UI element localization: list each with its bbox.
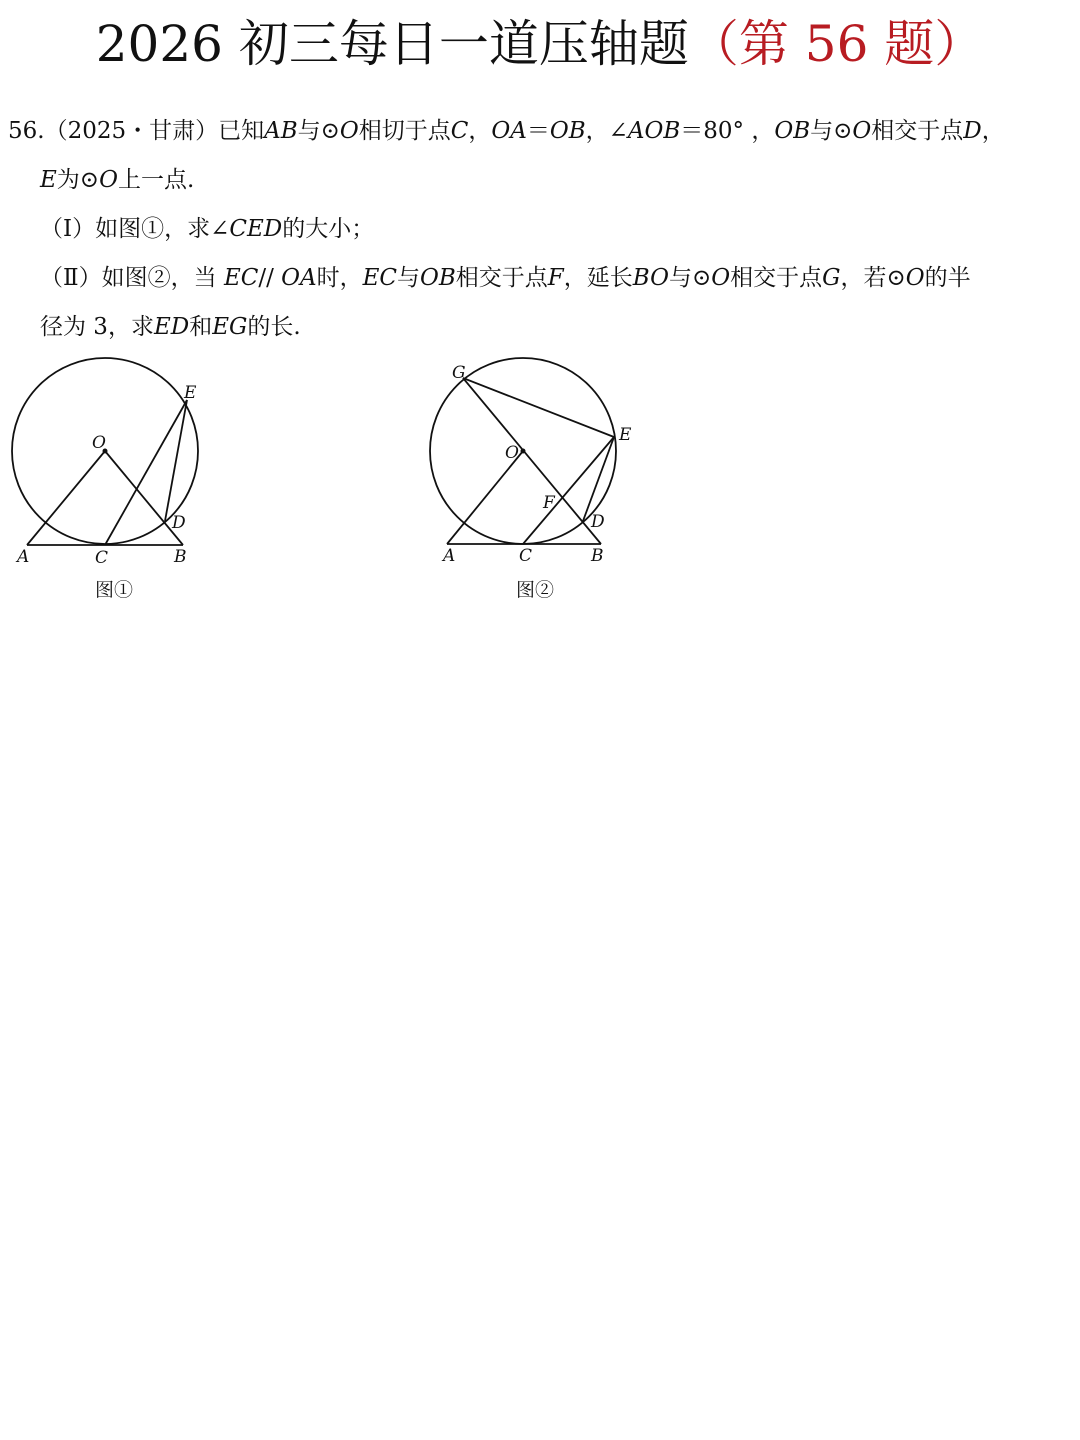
math-var: O xyxy=(905,265,925,291)
math-var: OB xyxy=(549,118,586,144)
text: 相交于点 xyxy=(871,118,964,144)
label-e: E xyxy=(619,425,632,445)
text: ， xyxy=(468,118,492,144)
problem-part-2-line-2 xyxy=(40,312,301,342)
text: 相切于点 xyxy=(358,118,451,144)
label-b: B xyxy=(174,547,187,567)
text: ， xyxy=(981,118,1005,144)
math-var: AOB xyxy=(627,118,681,144)
text: ，∠ xyxy=(585,118,628,144)
label-g: G xyxy=(452,363,466,383)
text: 与 xyxy=(397,265,421,291)
text: 相交于点 xyxy=(455,265,548,291)
label-c: C xyxy=(95,548,109,568)
label-a: A xyxy=(17,547,30,567)
math-var: O xyxy=(852,118,872,144)
figure-2-caption: 图② xyxy=(516,579,555,601)
text: ，若⊙ xyxy=(840,265,906,291)
problem-line-1 xyxy=(8,116,1005,146)
label-f: F xyxy=(543,493,555,513)
label-d: D xyxy=(172,513,186,533)
math-var: E xyxy=(40,167,57,193)
text: ＝ xyxy=(526,118,550,144)
math-var: OB xyxy=(774,118,811,144)
math-var: OA xyxy=(491,118,527,144)
math-var: CED xyxy=(229,216,283,242)
segment-oa xyxy=(447,451,523,544)
text: 径为 3，求 xyxy=(40,314,154,340)
problem-source: （2025・甘肃） xyxy=(44,118,219,144)
text: ＝80° ， xyxy=(680,118,775,144)
figure-1-caption: 图① xyxy=(95,579,134,601)
segment-oa xyxy=(27,451,105,545)
text: // xyxy=(258,265,274,291)
title-highlight: （第 56 题） xyxy=(688,15,985,73)
math-var: F xyxy=(547,265,564,291)
segment-ed xyxy=(583,437,614,521)
text: 与⊙ xyxy=(297,118,340,144)
text: （Ⅰ）如图①，求∠ xyxy=(40,216,230,242)
problem-part-1 xyxy=(40,214,374,244)
text: 上一点. xyxy=(117,167,195,193)
math-var: G xyxy=(822,265,841,291)
segment-gb xyxy=(463,378,601,544)
math-var: C xyxy=(450,118,469,144)
title-main: 2026 初三每日一道压轴题 xyxy=(95,15,689,73)
text: 时， xyxy=(316,265,363,291)
label-b: B xyxy=(591,546,604,566)
text: 的半 xyxy=(924,265,971,291)
text: （Ⅱ）如图②，当 xyxy=(40,265,217,291)
figure-2 xyxy=(420,355,650,570)
math-var: EC xyxy=(223,265,259,291)
text: 的长. xyxy=(247,314,301,340)
text: 与⊙ xyxy=(810,118,853,144)
label-e: E xyxy=(184,383,197,403)
label-o: O xyxy=(92,433,106,453)
math-var: OA xyxy=(281,265,317,291)
text: 已知 xyxy=(218,118,265,144)
math-var: ED xyxy=(153,314,190,340)
label-a: A xyxy=(443,546,456,566)
label-d: D xyxy=(591,512,605,532)
label-o: O xyxy=(505,443,519,463)
math-var: BO xyxy=(632,265,669,291)
text: 相交于点 xyxy=(730,265,823,291)
point-o xyxy=(521,449,526,454)
problem-line-2 xyxy=(40,165,194,195)
math-var: O xyxy=(711,265,731,291)
math-var: AB xyxy=(264,118,298,144)
math-var: O xyxy=(99,167,118,193)
math-var: EG xyxy=(212,314,248,340)
page-title xyxy=(0,12,1080,76)
math-var: EC xyxy=(362,265,398,291)
math-var: D xyxy=(963,118,982,144)
math-var: OB xyxy=(420,265,456,291)
text: 与⊙ xyxy=(668,265,712,291)
figure-1 xyxy=(0,350,230,570)
text: ，延长 xyxy=(563,265,633,291)
text: 的大小； xyxy=(282,216,375,242)
problem-part-2-line-1 xyxy=(40,263,971,293)
math-var: O xyxy=(339,118,359,144)
problem-number: 56. xyxy=(8,118,45,144)
label-c: C xyxy=(519,546,533,566)
text: 为⊙ xyxy=(56,167,100,193)
text: 和 xyxy=(189,314,213,340)
